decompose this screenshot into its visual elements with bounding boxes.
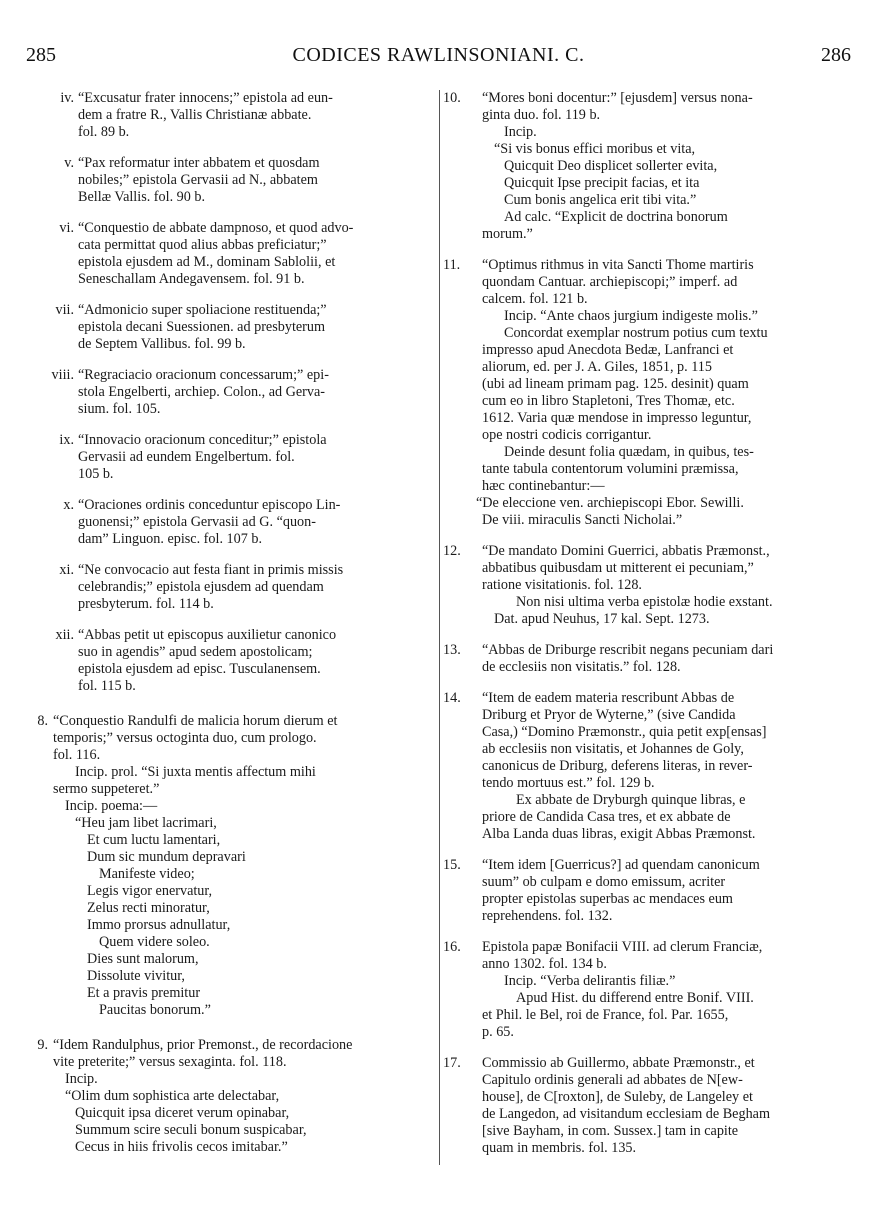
- entry-number: 13.: [443, 642, 461, 658]
- entry-line: ab ecclesiis non visitatis, et Johannes de Goly,: [482, 741, 744, 757]
- note-line: Dat. apud Neuhus, 17 kal. Sept. 1273.: [494, 611, 710, 627]
- entry-number: 15.: [443, 857, 461, 873]
- entry-line: “Oraciones ordinis conceduntur episcopo Lin-: [78, 497, 341, 513]
- note-line: p. 65.: [482, 1024, 514, 1040]
- entry-number: 8.: [37, 713, 48, 729]
- incipit-line: Incip. “Ante chaos jurgium indigeste molis.”: [504, 308, 758, 324]
- note-line: Concordat exemplar nostrum potius cum textu: [504, 325, 768, 341]
- entry-iv: [26, 90, 434, 141]
- entry-line: cata permittat quod alius abbas preficiatur;”: [78, 237, 327, 253]
- entry-line: fol. 89 b.: [78, 124, 130, 140]
- entry-13: [443, 642, 854, 676]
- entry-line: “Item de eadem materia rescribunt Abbas de: [482, 690, 735, 706]
- entry-line: Seneschallam Andegavensem. fol. 91 b.: [78, 271, 305, 287]
- entry-line: anno 1302. fol. 134 b.: [482, 956, 607, 972]
- poem-line: Dissolute vivitur,: [87, 968, 185, 984]
- verse-line: Cecus in hiis frivolis cecos imitabar.”: [75, 1139, 288, 1155]
- entry-12: [443, 543, 854, 628]
- page-title: CODICES RAWLINSONIANI. C.: [292, 44, 585, 66]
- entry-number: xi.: [59, 562, 74, 578]
- entry-line: dem a fratre R., Vallis Christianæ abbate.: [78, 107, 312, 123]
- right-column: [443, 90, 854, 1157]
- note-line: priore de Candida Casa tres, et ex abbate de: [482, 809, 731, 825]
- entry-line: quam in membris. fol. 135.: [482, 1140, 637, 1156]
- entry-line: tendo mortuus est.” fol. 129 b.: [482, 775, 655, 791]
- entry-number: 9.: [37, 1037, 48, 1053]
- note-line: Non nisi ultima verba epistolæ hodie exstant.: [516, 594, 773, 610]
- entry-line: Casa,) “Domino Præmonstr., quia petit exp[ensas]: [482, 724, 767, 740]
- entry-line: “Regraciacio oracionum concessarum;” epi-: [78, 367, 329, 383]
- entry-xii: [26, 627, 434, 695]
- entry-viii: [26, 367, 434, 418]
- page-number-right: 286: [821, 44, 851, 66]
- entry-line: “Optimus rithmus in vita Sancti Thome martiris: [482, 257, 754, 273]
- poem-line: Legis vigor enervatur,: [87, 883, 213, 899]
- entry-line: calcem. fol. 121 b.: [482, 291, 588, 307]
- entry-line: “Abbas petit ut episcopus auxilietur canonico: [78, 627, 337, 643]
- entry-9: [26, 1037, 434, 1156]
- entry-line: “Idem Randulphus, prior Premonst., de recordacione: [53, 1037, 353, 1053]
- entry-line: “De mandato Domini Guerrici, abbatis Præmonst.,: [482, 543, 770, 559]
- note-line: et Phil. le Bel, roi de France, fol. Par. 1655,: [482, 1007, 729, 1023]
- entry-xi: [26, 562, 434, 613]
- note-line: Apud Hist. du differend entre Bonif. VIII.: [516, 990, 754, 1006]
- entry-line: “Admonicio super spoliacione restituenda;”: [78, 302, 327, 318]
- verse-line: “Olim dum sophistica arte delectabar,: [65, 1088, 280, 1104]
- entry-line: ginta duo. fol. 119 b.: [482, 107, 601, 123]
- entry-number: v.: [64, 155, 74, 171]
- entry-line: “Ne convocacio aut festa fiant in primis missis: [78, 562, 344, 578]
- entry-number: x.: [63, 497, 74, 513]
- entry-x: [26, 497, 434, 548]
- entry-line: Driburg et Pryor de Wyterne,” (sive Candida: [482, 707, 736, 723]
- entry-line: 105 b.: [78, 466, 114, 482]
- entry-vi: [26, 220, 434, 288]
- note-line: 1612. Varia quæ mendose in impresso leguntur,: [482, 410, 752, 426]
- entry-line: propter epistolas superbas ac mendaces eum: [482, 891, 733, 907]
- poem-line: Dies sunt malorum,: [87, 951, 199, 967]
- poem-line: Immo prorsus adnullatur,: [87, 917, 231, 933]
- verse-line: Quicquit Deo displicet sollerter evita,: [504, 158, 718, 174]
- entry-line: “Excusatur frater innocens;” epistola ad eun-: [78, 90, 333, 106]
- entry-14: [443, 690, 854, 843]
- entry-line: reprehendens. fol. 132.: [482, 908, 613, 924]
- entry-line: de Langedon, ad visitandum ecclesiam de Begham: [482, 1106, 770, 1122]
- entry-line: nobiles;” epistola Gervasii ad N., abbatem: [78, 172, 318, 188]
- entry-line: fol. 115 b.: [78, 678, 136, 694]
- entry-number: 11.: [443, 257, 461, 273]
- note-line: Alba Landa duas libras, exigit Abbas Præmonst.: [482, 826, 756, 842]
- verse-line: Quicquit ipsa diceret verum opinabar,: [75, 1105, 290, 1121]
- entry-line: “Abbas de Driburge rescribit negans pecuniam dari: [482, 642, 774, 658]
- verse-line: Quicquit Ipse precipit facias, et ita: [504, 175, 700, 191]
- entry-line: “Innovacio oracionum conceditur;” epistola: [78, 432, 327, 448]
- entry-line: “Item idem [Guerricus?] ad quendam canonicum: [482, 857, 760, 873]
- entry-15: [443, 857, 854, 925]
- incipit-poem: Incip. poema:—: [65, 798, 158, 814]
- entry-line: de Septem Vallibus. fol. 99 b.: [78, 336, 246, 352]
- verse-line: Cum bonis angelica erit tibi vita.”: [504, 192, 697, 208]
- incipit-label: Incip.: [504, 124, 537, 140]
- entry-line: “Conquestio de abbate dampnoso, et quod advo-: [78, 220, 354, 236]
- note-line: (ubi ad lineam primam pag. 125. desinit) quam: [482, 376, 749, 392]
- contents-item: “De eleccione ven. archiepiscopi Ebor. Sewilli.: [476, 495, 744, 511]
- contents-item: De viii. miraculis Sancti Nicholai.”: [482, 512, 683, 528]
- entry-line: “Pax reformatur inter abbatem et quosdam: [78, 155, 320, 171]
- entry-ix: [26, 432, 434, 483]
- poem-line: Zelus recti minoratur,: [87, 900, 210, 916]
- entry-line: quondam Cantuar. archiepiscopi;” imperf. ad: [482, 274, 738, 290]
- entry-line: Capitulo ordinis generali ad abbates de N[ew-: [482, 1072, 743, 1088]
- entry-line: ratione visitationis. fol. 128.: [482, 577, 642, 593]
- note-line: aliorum, ed. per J. A. Giles, 1851, p. 115: [482, 359, 712, 375]
- entry-line: epistola ejusdem ad M., dominam Sablolii, et: [78, 254, 336, 270]
- incipit-prologue-cont: sermo suppeteret.”: [53, 781, 160, 797]
- entry-line: suum” ob culpam e domo emissum, acriter: [482, 874, 726, 890]
- incipit-label: Incip.: [65, 1071, 98, 1087]
- entry-number: vi.: [59, 220, 74, 236]
- explicit-line-cont: morum.”: [482, 226, 533, 242]
- poem-line: Et cum luctu lamentari,: [87, 832, 221, 848]
- note-line: ope nostri codicis corrigantur.: [482, 427, 652, 443]
- entry-number: 17.: [443, 1055, 461, 1071]
- poem-line: Et a pravis premitur: [87, 985, 201, 1001]
- entry-8: [26, 713, 434, 1019]
- verse-line: “Si vis bonus effici moribus et vita,: [494, 141, 696, 157]
- entry-number: 14.: [443, 690, 461, 706]
- entry-number: iv.: [60, 90, 74, 106]
- note-line: Ex abbate de Dryburgh quinque libras, e: [516, 792, 746, 808]
- poem-line: Dum sic mundum depravari: [87, 849, 246, 865]
- entry-line: abbatibus quibusdam ut mitterent ei pecuniam,”: [482, 560, 754, 576]
- entry-line: “Conquestio Randulfi de malicia horum dierum et: [53, 713, 338, 729]
- page-number-left: 285: [26, 44, 56, 66]
- entry-line: Commissio ab Guillermo, abbate Præmonstr., et: [482, 1055, 755, 1071]
- verse-line: Summum scire seculi bonum suspicabar,: [75, 1122, 307, 1138]
- note-line: impresso apud Anecdota Bedæ, Lanfranci et: [482, 342, 734, 358]
- entry-line: house], de C[roxton], de Suleby, de Langeley et: [482, 1089, 753, 1105]
- entry-line: Epistola papæ Bonifacii VIII. ad clerum Franciæ,: [482, 939, 763, 955]
- note-line: cum eo in libro Stapletoni, Tres Thomæ, etc.: [482, 393, 735, 409]
- entry-line: de ecclesiis non visitatis.” fol. 128.: [482, 659, 681, 675]
- note-line: Deinde desunt folia quædam, in quibus, tes-: [504, 444, 754, 460]
- entry-11: [443, 257, 854, 529]
- poem-line: Quem videre soleo.: [99, 934, 210, 950]
- note-line: hæc continebantur:—: [482, 478, 605, 494]
- entry-line: epistola decani Suessionen. ad presbyterum: [78, 319, 326, 335]
- entry-number: 12.: [443, 543, 461, 559]
- entry-line: Bellæ Vallis. fol. 90 b.: [78, 189, 206, 205]
- running-header: [26, 44, 851, 70]
- entry-line: vite preterite;” versus sexaginta. fol. 118.: [53, 1054, 287, 1070]
- entry-v: [26, 155, 434, 206]
- entry-line: temporis;” versus octoginta duo, cum prologo.: [53, 730, 317, 746]
- entry-number: ix.: [59, 432, 74, 448]
- note-line: tante tabula contentorum volumini præmissa,: [482, 461, 739, 477]
- entry-line: sium. fol. 105.: [78, 401, 161, 417]
- poem-line: Manifeste video;: [99, 866, 195, 882]
- entry-line: [sive Bayham, in com. Sussex.] tam in capite: [482, 1123, 739, 1139]
- entry-vii: [26, 302, 434, 353]
- entry-number: 16.: [443, 939, 461, 955]
- entry-number: xii.: [55, 627, 74, 643]
- entry-line: dam” Linguon. episc. fol. 107 b.: [78, 531, 263, 547]
- entry-number: vii.: [55, 302, 74, 318]
- poem-line: “Heu jam libet lacrimari,: [75, 815, 217, 831]
- incipit-line: Incip. “Verba delirantis filiæ.”: [504, 973, 676, 989]
- entry-line: stola Engelberti, archiep. Colon., ad Gerva-: [78, 384, 326, 400]
- entry-line: guonensi;” epistola Gervasii ad G. “quon-: [78, 514, 316, 530]
- entry-line: presbyterum. fol. 114 b.: [78, 596, 214, 612]
- entry-line: Gervasii ad eundem Engelbertum. fol.: [78, 449, 295, 465]
- entry-line: “Mores boni docentur:” [ejusdem] versus nona-: [482, 90, 753, 106]
- entry-17: [443, 1055, 854, 1157]
- entry-line: epistola ejusdem ad episc. Tusculanensem.: [78, 661, 321, 677]
- entry-line: fol. 116.: [53, 747, 101, 763]
- entry-line: celebrandis;” epistola ejusdem ad quendam: [78, 579, 324, 595]
- left-column: [26, 90, 434, 1156]
- entry-10: [443, 90, 854, 243]
- entry-line: suo in agendis” apud sedem apostolicam;: [78, 644, 313, 660]
- entry-16: [443, 939, 854, 1041]
- column-divider: [439, 90, 440, 1165]
- entry-line: canonicus de Driburg, deferens literas, in rever-: [482, 758, 753, 774]
- poem-line: Paucitas bonorum.”: [99, 1002, 211, 1018]
- explicit-line: Ad calc. “Explicit de doctrina bonorum: [504, 209, 728, 225]
- incipit-prologue: Incip. prol. “Si juxta mentis affectum mihi: [75, 764, 316, 780]
- entry-number: viii.: [51, 367, 74, 383]
- entry-number: 10.: [443, 90, 461, 106]
